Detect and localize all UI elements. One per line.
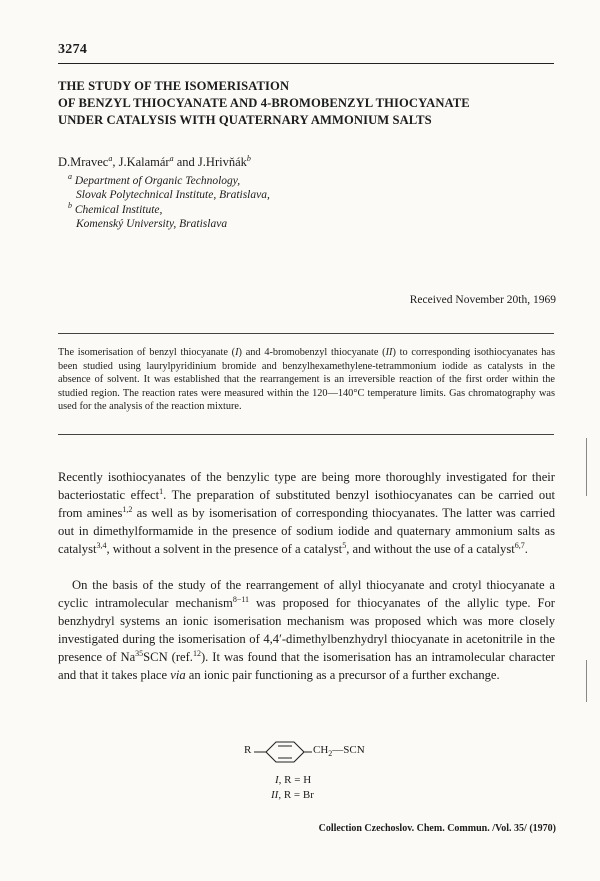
reference-mark: 1,2 [122, 505, 133, 514]
methylene-thiocyanate: $CH_2—SCN$ [313, 744, 365, 759]
margin-mark [586, 660, 587, 702]
abstract [58, 346, 555, 414]
substituent-r: R [244, 744, 252, 756]
reference-mark: 3,4 [96, 541, 107, 551]
compound-ref: I [235, 347, 239, 358]
author-1-affil-mark: a [108, 154, 113, 163]
affiliation-a-institute: Slovak Polytechnical Institute, Bratislava, [76, 189, 270, 202]
abstract-rule-top [58, 333, 554, 334]
author-3-affil-mark: b [246, 154, 251, 163]
reference-mark: 8−11 [232, 594, 250, 604]
author-list [58, 154, 251, 170]
title-line-2: OF BENZYL THIOCYANATE AND 4-BROMOBENZYL THIOCYANATE [58, 96, 470, 110]
affiliation-a-dept: Department of Organic Technology, [74, 174, 241, 187]
compound-I-definition: I, R = H [275, 774, 312, 786]
journal-citation: Collection Czechoslov. Chem. Commun. /Vol. 35/ (1970) [318, 823, 556, 834]
abstract-text: ) and 4-bromobenzyl thiocyanate ( [238, 347, 386, 358]
structural-formula [238, 738, 418, 818]
reference-mark: 1 [159, 486, 164, 496]
author-2-affil-mark: a [169, 154, 174, 163]
author-1: D.Mravec [58, 155, 109, 170]
title-line-3: UNDER CATALYSIS WITH QUATERNARY AMMONIUM SALTS [58, 113, 432, 127]
author-3: J.Hrivňák [197, 155, 247, 170]
abstract-text: ) to corresponding isothiocyanates has been studied using laurylpyridinium bromide and benzylhexamethylene-tetrammonium iodide as catalysts in the absence of solvent. It was established that the rearrangement is an irreversible reaction of the first order within the studied region. The reaction rates were measured within the 120—140°C temperature limits. Gas chromatography was used for the analysis of the reaction mixture. [58, 347, 555, 412]
article-title [58, 78, 558, 129]
reference-mark: 5 [342, 541, 347, 551]
reference-mark: 12 [192, 649, 201, 659]
author-separator: and [173, 155, 198, 170]
compound-ref: II [385, 347, 393, 358]
title-line-1: THE STUDY OF THE ISOMERISATION [58, 79, 290, 93]
page-number: 3274 [58, 42, 88, 57]
latin-term: via [170, 668, 186, 683]
author-2: J.Kalamár [118, 155, 170, 170]
affiliation-b-dept: Chemical Institute, [74, 203, 163, 216]
affiliation-a-mark: a [68, 172, 72, 181]
isotope-mark: 35 [135, 649, 144, 659]
compound-II-definition: II, R = Br [271, 789, 314, 801]
affiliation-a [68, 170, 368, 203]
reference-mark: 6,7 [514, 541, 525, 551]
margin-mark [586, 438, 587, 496]
abstract-text: The isomerisation of benzyl thiocyanate ( [58, 347, 236, 358]
body-paragraph-2: On the basis of the study of the rearrangement of allyl thiocyanate and crotyl thiocyanate a cyclic intramolecular mechanism$^{8-11}$ was proposed for thiocyanates of the allylic type. For benzhydryl systems an ionic isomerisation mechanism was proposed which was more closely investigated during the isomerisation of 4,4′-dimethylbenzhydryl thiocyanate in acetonitrile in the presence of Na$^{35}$SCN (ref.$^{12}$). It was found that the isomerisation has an intramolecular character and that it takes place via an ionic pair functioning as a precursor of a further exchange. [58, 578, 556, 683]
affiliation-b [68, 199, 368, 232]
author-separator: , [112, 155, 119, 170]
header-rule [58, 63, 554, 64]
affiliation-b-mark: b [68, 201, 72, 210]
abstract-rule-bottom [58, 434, 554, 435]
received-date: Received November 20th, 1969 [409, 294, 556, 306]
affiliation-b-institute: Komenský University, Bratislava [76, 218, 228, 231]
body-paragraph-1: Recently isothiocyanates of the benzylic type are being more thoroughly investigated for their bacteriostatic effect$^1$. The preparation of substituted benzyl isothiocyanates can be carried out from amines$^{1,2}$ as well as by isomerisation of corresponding thiocyanates. The latter was carried out in dimethylformamide in the presence of sodium iodide and quaternary ammonium salts as catalyst$^{3,4}$, without a solvent in the presence of a catalyst$^5$, and without the use of a catalyst$^{6,7}$. [58, 470, 555, 557]
